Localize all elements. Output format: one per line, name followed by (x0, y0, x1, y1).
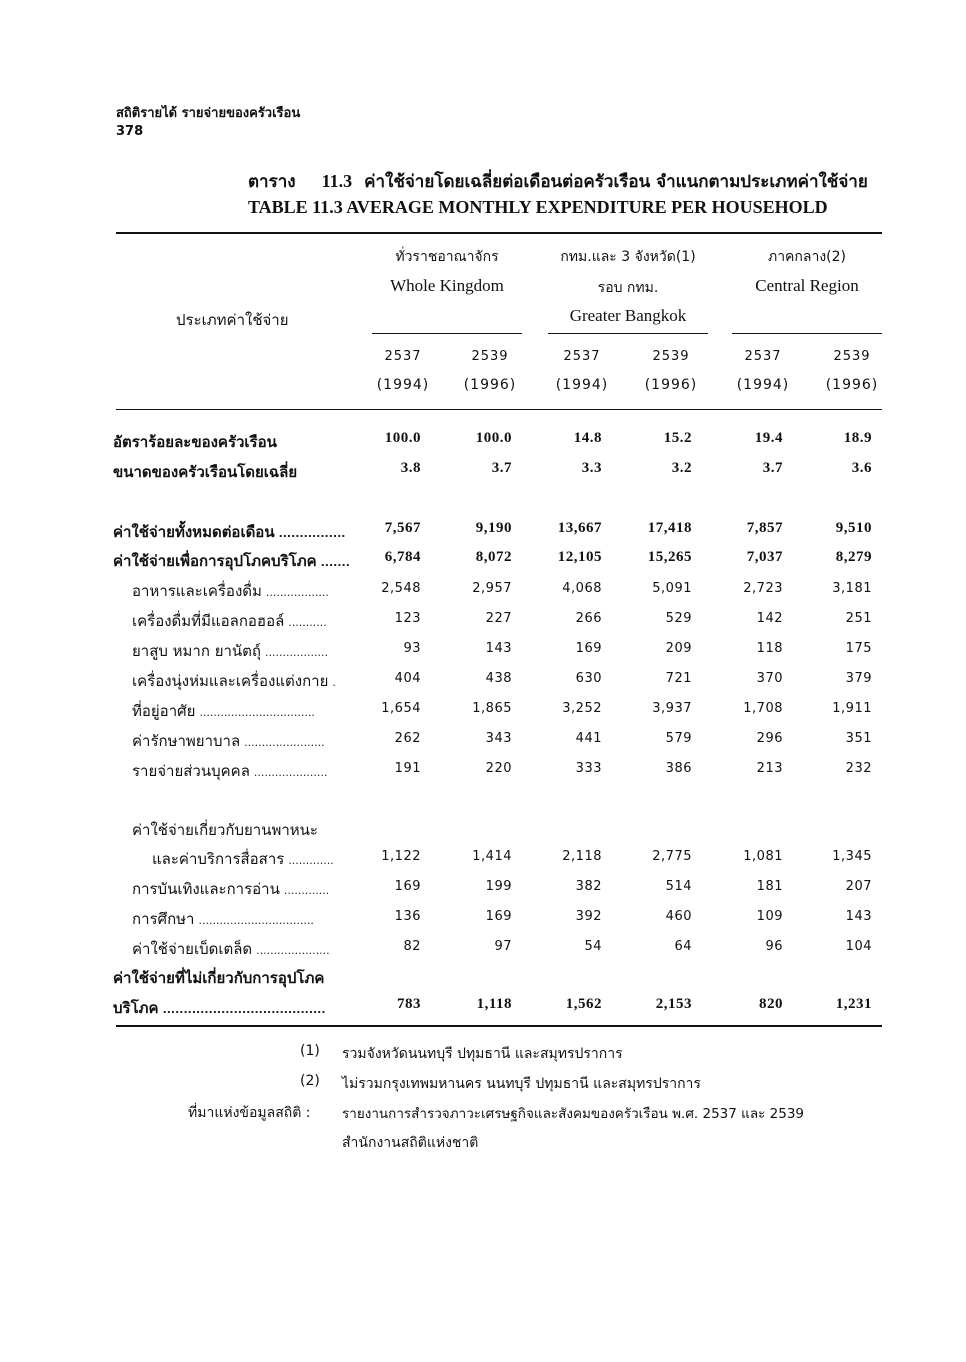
year-be-1: 2539 (471, 349, 509, 364)
row-leader-dots: .................. (265, 646, 328, 659)
row-leader-dots: ..................... (253, 766, 328, 779)
year-be-0: 2537 (384, 349, 422, 364)
row-label (113, 549, 350, 573)
table-cell: 3,181 (832, 581, 872, 596)
header-bottom-rule (116, 409, 882, 410)
year-ce-4: (1994) (736, 377, 790, 393)
row-leader-dots: ....................... (244, 736, 325, 749)
table-cell: 3.7 (762, 460, 783, 476)
row-label-text: ค่าใช้จ่ายเบ็ดเตล็ด (132, 940, 253, 958)
source-line-1: รายงานการสำรวจภาวะเศรษฐกิจและสังคมของครัวเรือน พ.ศ. 2537 และ 2539 (342, 1106, 805, 1122)
table-title-thai (248, 168, 868, 195)
table-cell: 136 (394, 909, 421, 924)
table-cell: 3.3 (581, 460, 602, 476)
table-cell: 441 (575, 731, 602, 746)
row-leader-dots: ..................... (256, 944, 330, 957)
table-title-thai-text: ค่าใช้จ่ายโดยเฉลี่ยต่อเดือนต่อครัวเรือน จำแนกตามประเภทค่าใช้จ่าย (364, 172, 868, 192)
table-cell: 3.7 (491, 460, 512, 476)
row-label-text: ขนาดของครัวเรือนโดยเฉลี่ย (113, 463, 298, 481)
group-rule-bangkok (548, 333, 708, 334)
footnote-2-text: ไม่รวมกรุงเทพมหานคร นนทบุรี ปทุมธานี และสมุทรปราการ (342, 1076, 701, 1092)
table-cell: 1,414 (472, 849, 512, 864)
row-label (132, 907, 314, 931)
table-cell: 2,548 (381, 581, 421, 596)
table-cell: 8,072 (475, 549, 512, 565)
row-leader-dots: ............. (288, 854, 334, 867)
table-cell: 1,654 (381, 701, 421, 716)
row-label (132, 877, 329, 901)
row-leader-dots: . (332, 676, 336, 689)
table-cell: 97 (494, 939, 512, 954)
table-cell: 251 (845, 611, 872, 626)
table-cell: 12,105 (557, 549, 602, 565)
row-leader-dots: ................ (278, 527, 346, 540)
year-ce-3: (1996) (644, 377, 698, 393)
row-label (113, 520, 345, 544)
year-ce-2: (1994) (555, 377, 609, 393)
table-cell: 15,265 (647, 549, 692, 565)
row-label-text: ค่าใช้จ่ายทั้งหมดต่อเดือน (113, 523, 275, 541)
table-cell: 4,068 (562, 581, 602, 596)
source-line-2: สำนักงานสถิติแห่งชาติ (342, 1135, 479, 1151)
table-cell: 100.0 (475, 430, 512, 446)
table-cell: 3.8 (400, 460, 421, 476)
row-label (132, 729, 325, 753)
row-label (132, 699, 315, 723)
table-cell: 1,118 (476, 996, 512, 1012)
row-label-text: เครื่องดื่มที่มีแอลกอฮอล์ (132, 612, 285, 630)
table-cell: 64 (674, 939, 692, 954)
running-header-title: สถิติรายได้ รายจ่ายของครัวเรือน (116, 106, 301, 121)
row-leader-dots: ....... (320, 556, 350, 569)
table-cell: 721 (665, 671, 692, 686)
table-cell: 220 (485, 761, 512, 776)
row-label-text: ค่ารักษาพยาบาล (132, 732, 241, 750)
page-number: 378 (116, 124, 144, 139)
row-label-text: อัตราร้อยละของครัวเรือน (113, 433, 277, 451)
row-label (132, 639, 328, 663)
footnote-1-mark: (1) (300, 1043, 320, 1059)
row-label-text: การบันเทิงและการอ่าน (132, 880, 280, 898)
table-cell: 438 (485, 671, 512, 686)
table-cell: 1,122 (381, 849, 421, 864)
row-label-text: ค่าใช้จ่ายที่ไม่เกี่ยวกับการอุปโภค (113, 969, 325, 987)
row-label (113, 996, 326, 1020)
table-cell: 118 (756, 641, 783, 656)
table-cell: 123 (394, 611, 421, 626)
table-cell: 1,562 (565, 996, 602, 1012)
table-cell: 1,865 (472, 701, 512, 716)
table-title-number: 11.3 (321, 171, 353, 191)
table-cell: 14.8 (573, 430, 602, 446)
table-cell: 175 (845, 641, 872, 656)
source-label: ที่มาแห่งข้อมูลสถิติ : (188, 1105, 311, 1121)
row-leader-dots: ....................................... (162, 1003, 326, 1016)
table-cell: 191 (394, 761, 421, 776)
row-label-text: อาหารและเครื่องดื่ม (132, 582, 262, 600)
table-cell: 104 (845, 939, 872, 954)
table-bottom-rule (116, 1025, 882, 1027)
row-leader-dots: ................................. (198, 914, 314, 927)
table-title-english: TABLE 11.3 AVERAGE MONTHLY EXPENDITURE PER HOUSEHOLD (248, 197, 828, 217)
table-cell: 370 (756, 671, 783, 686)
row-leader-dots: ................................. (199, 706, 315, 719)
table-cell: 2,153 (655, 996, 692, 1012)
year-ce-5: (1996) (825, 377, 879, 393)
col-group-bangkok-th: กทม.และ 3 จังหวัด(1) (560, 249, 696, 265)
table-cell: 54 (584, 939, 602, 954)
table-cell: 93 (403, 641, 421, 656)
year-be-4: 2537 (744, 349, 782, 364)
col-group-whole-kingdom-en: Whole Kingdom (390, 276, 504, 295)
year-ce-0: (1994) (376, 377, 430, 393)
table-cell: 82 (403, 939, 421, 954)
year-be-2: 2537 (563, 349, 601, 364)
row-label-text: ที่อยู่อาศัย (132, 702, 196, 720)
table-cell: 169 (485, 909, 512, 924)
table-cell: 630 (575, 671, 602, 686)
footnote-1-text: รวมจังหวัดนนทบุรี ปทุมธานี และสมุทรปราการ (342, 1046, 623, 1062)
row-label-text: บริโภค (113, 999, 159, 1017)
table-cell: 2,723 (743, 581, 783, 596)
table-cell: 109 (756, 909, 783, 924)
row-leader-dots: ............. (283, 884, 330, 897)
table-cell: 266 (575, 611, 602, 626)
table-cell: 209 (665, 641, 692, 656)
table-cell: 460 (665, 909, 692, 924)
table-cell: 9,510 (835, 520, 872, 536)
row-label-text: และค่าบริการสื่อสาร (152, 850, 285, 868)
table-cell: 96 (765, 939, 783, 954)
table-cell: 7,857 (746, 520, 783, 536)
table-cell: 169 (575, 641, 602, 656)
table-cell: 7,037 (746, 549, 783, 565)
row-label (132, 759, 327, 783)
table-cell: 169 (394, 879, 421, 894)
row-label-text: การศึกษา (132, 910, 195, 928)
table-cell: 1,911 (832, 701, 872, 716)
year-be-5: 2539 (833, 349, 871, 364)
col-group-central-th: ภาคกลาง(2) (767, 249, 847, 265)
row-leader-dots: ........... (288, 616, 327, 629)
table-cell: 262 (394, 731, 421, 746)
table-cell: 3.6 (851, 460, 872, 476)
col-group-bangkok-th2: รอบ กทม. (597, 280, 659, 296)
year-be-3: 2539 (652, 349, 690, 364)
table-cell: 143 (485, 641, 512, 656)
table-cell: 2,775 (652, 849, 692, 864)
table-cell: 3,937 (652, 701, 692, 716)
table-cell: 296 (756, 731, 783, 746)
row-label (132, 609, 327, 633)
row-label (152, 847, 334, 871)
table-cell: 207 (845, 879, 872, 894)
table-cell: 142 (756, 611, 783, 626)
year-ce-1: (1996) (463, 377, 517, 393)
footnote-2-mark: (2) (300, 1073, 320, 1089)
table-cell: 3.2 (671, 460, 692, 476)
row-label (132, 669, 336, 693)
col-group-bangkok-en: Greater Bangkok (569, 306, 687, 325)
table-cell: 8,279 (835, 549, 872, 565)
table-cell: 820 (759, 996, 783, 1012)
table-cell: 17,418 (647, 520, 692, 536)
table-top-rule (116, 232, 882, 234)
row-label (113, 430, 277, 454)
table-cell: 19.4 (754, 430, 783, 446)
table-cell: 333 (575, 761, 602, 776)
table-cell: 9,190 (475, 520, 512, 536)
table-cell: 1,081 (743, 849, 783, 864)
row-label (132, 937, 330, 961)
table-cell: 100.0 (384, 430, 421, 446)
table-cell: 351 (845, 731, 872, 746)
col-group-central-en: Central Region (755, 276, 859, 295)
row-label (113, 460, 297, 484)
table-cell: 379 (845, 671, 872, 686)
table-cell: 529 (665, 611, 692, 626)
row-header-label: ประเภทค่าใช้จ่าย (176, 311, 289, 329)
table-cell: 213 (756, 761, 783, 776)
table-cell: 1,231 (835, 996, 872, 1012)
table-cell: 579 (665, 731, 692, 746)
row-label (132, 818, 318, 842)
row-label-text: ค่าใช้จ่ายเกี่ยวกับยานพาหนะ (132, 821, 318, 839)
table-cell: 514 (665, 879, 692, 894)
table-cell: 1,708 (743, 701, 783, 716)
row-label (132, 579, 329, 603)
table-cell: 404 (394, 671, 421, 686)
table-cell: 343 (485, 731, 512, 746)
table-cell: 3,252 (562, 701, 602, 716)
table-cell: 392 (575, 909, 602, 924)
col-group-whole-kingdom-th: ทั่วราชอาณาจักร (395, 249, 499, 265)
row-label-text: ค่าใช้จ่ายเพื่อการอุปโภคบริโภค (113, 552, 317, 570)
table-cell: 181 (756, 879, 783, 894)
table-cell: 2,957 (472, 581, 512, 596)
table-cell: 13,667 (557, 520, 602, 536)
table-cell: 7,567 (384, 520, 421, 536)
group-rule-whole-kingdom (372, 333, 522, 334)
table-cell: 5,091 (652, 581, 692, 596)
table-cell: 199 (485, 879, 512, 894)
table-cell: 386 (665, 761, 692, 776)
table-cell: 232 (845, 761, 872, 776)
table-cell: 6,784 (384, 549, 421, 565)
row-label-text: เครื่องนุ่งห่มและเครื่องแต่งกาย (132, 672, 329, 690)
table-cell: 1,345 (832, 849, 872, 864)
table-cell: 18.9 (843, 430, 872, 446)
table-cell: 227 (485, 611, 512, 626)
table-title-prefix: ตาราง (248, 172, 296, 192)
table-cell: 143 (845, 909, 872, 924)
table-cell: 15.2 (663, 430, 692, 446)
table-cell: 783 (397, 996, 421, 1012)
row-label-text: ยาสูบ หมาก ยานัตถุ์ (132, 642, 261, 660)
row-label-text: รายจ่ายส่วนบุคคล (132, 762, 250, 780)
table-cell: 2,118 (562, 849, 602, 864)
table-cell: 382 (575, 879, 602, 894)
group-rule-central (732, 333, 882, 334)
row-leader-dots: .................. (265, 586, 329, 599)
row-label (113, 966, 324, 990)
